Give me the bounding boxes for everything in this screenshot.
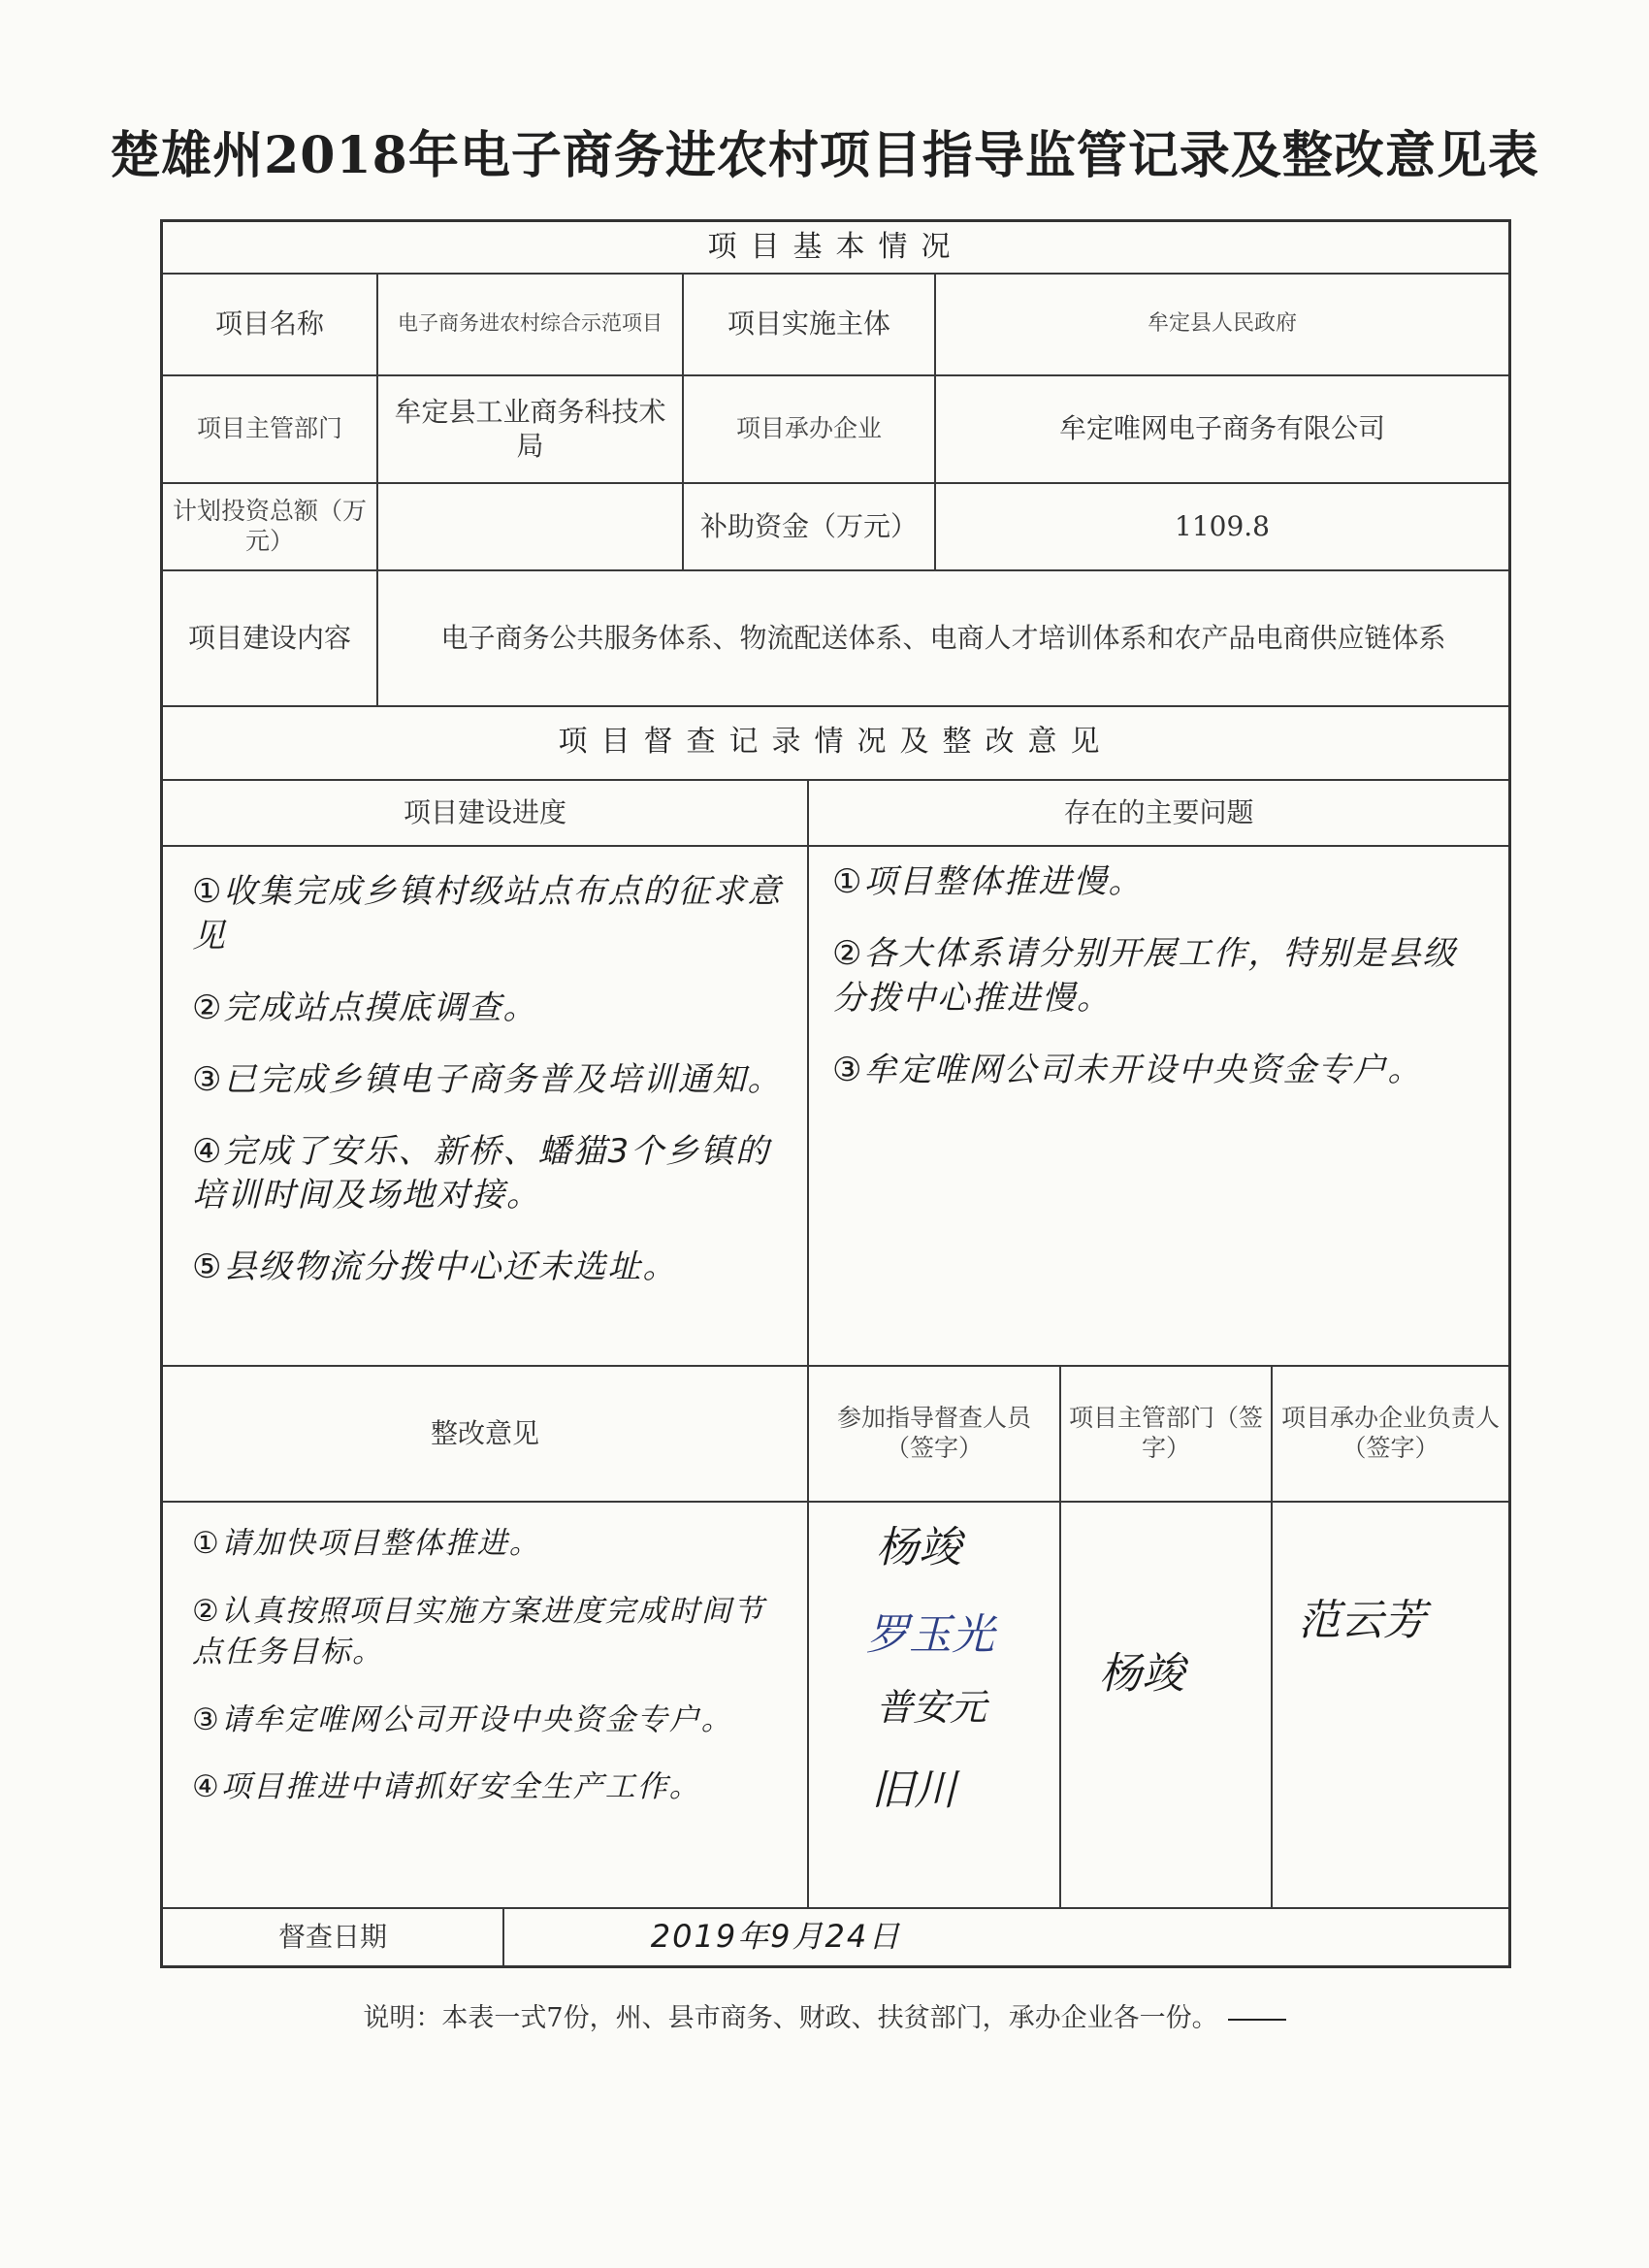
progress-list [192, 870, 793, 1317]
subsidy-value: 1109.8 [1175, 509, 1270, 542]
implementer-value: 牟定县人民政府 [1147, 310, 1297, 336]
page-title: 楚雄州2018年电子商务进农村项目指导监管记录及整改意见表 [110, 126, 1539, 185]
list-item: ③已完成乡镇电子商务普及培训通知。 [192, 1059, 783, 1099]
rectify-list [192, 1524, 793, 1835]
invest-label: 计划投资总额（万元） [172, 496, 367, 555]
list-item: ②完成站点摸底调查。 [192, 988, 538, 1027]
invest-value [378, 482, 682, 569]
footnote [0, 1996, 1649, 2034]
content-value: 电子商务公共服务体系、物流配送体系、电商人才培训体系和农产品电商供应链体系 [440, 621, 1446, 654]
list-item: ②各大体系请分别开展工作，特别是县级分拨中心推进慢。 [832, 933, 1458, 1018]
list-item: ①项目整体推进慢。 [832, 862, 1144, 901]
dash-mark [1228, 2019, 1286, 2021]
list-item: ④项目推进中请抓好安全生产工作。 [192, 1769, 701, 1805]
basic-info-heading: 项目基本情况 [707, 230, 964, 265]
list-item: ③牟定唯网公司未开设中央资金专户。 [832, 1050, 1423, 1089]
list-item: ①请加快项目整体推进。 [192, 1526, 541, 1561]
inspection-heading: 项目督查记录情况及整改意见 [558, 725, 1114, 760]
content-label: 项目建设内容 [187, 621, 351, 654]
subsidy-label: 补助资金（万元） [699, 509, 918, 542]
dept-value: 牟定县工业商务科技术局 [394, 395, 666, 462]
company-label: 项目承办企业 [735, 413, 882, 442]
list-item: ④完成了安乐、新桥、蟠猫3个乡镇的培训时间及场地对接。 [192, 1131, 771, 1215]
date-label: 督查日期 [277, 1920, 387, 1953]
dept-label: 项目主管部门 [196, 413, 342, 442]
dept-signature: 杨竣 [1099, 1649, 1184, 1699]
inspectors-label: 参加指导督查人员（签字） [836, 1403, 1031, 1462]
project-name-label: 项目名称 [214, 308, 324, 340]
date-value: 2019年9月24日 [650, 1918, 902, 1955]
project-name-value: 电子商务进农村综合示范项目 [398, 311, 663, 336]
inspector-signature-2: 罗玉光 [866, 1610, 994, 1660]
company-sign-label: 项目承办企业负责人（签字） [1280, 1403, 1500, 1462]
list-item: ①收集完成乡镇村级站点布点的征求意见 [192, 872, 783, 956]
problems-label: 存在的主要问题 [1063, 795, 1254, 828]
implementer-label: 项目实施主体 [727, 308, 890, 340]
footnote-text: 说明：本表一式7份，州、县市商务、财政、扶贫部门，承办企业各一份。 [363, 2003, 1218, 2033]
dept-sign-label: 项目主管部门（签字） [1069, 1403, 1264, 1462]
company-signature: 范云芳 [1298, 1596, 1426, 1645]
inspector-signature-1: 杨竣 [876, 1523, 961, 1572]
list-item: ③请牟定唯网公司开设中央资金专户。 [192, 1701, 733, 1737]
inspector-signature-3: 普安元 [876, 1686, 987, 1729]
inspector-signature-4: 旧川 [871, 1766, 956, 1815]
list-item: ②认真按照项目实施方案进度完成时间节点任务目标。 [192, 1593, 765, 1669]
progress-label: 项目建设进度 [403, 795, 566, 828]
company-value: 牟定唯网电子商务有限公司 [1058, 412, 1385, 444]
rectify-label: 整改意见 [430, 1416, 539, 1449]
record-form [160, 219, 1511, 1968]
problems-list [832, 860, 1492, 1120]
list-item: ⑤县级物流分拨中心还未选址。 [192, 1247, 678, 1287]
